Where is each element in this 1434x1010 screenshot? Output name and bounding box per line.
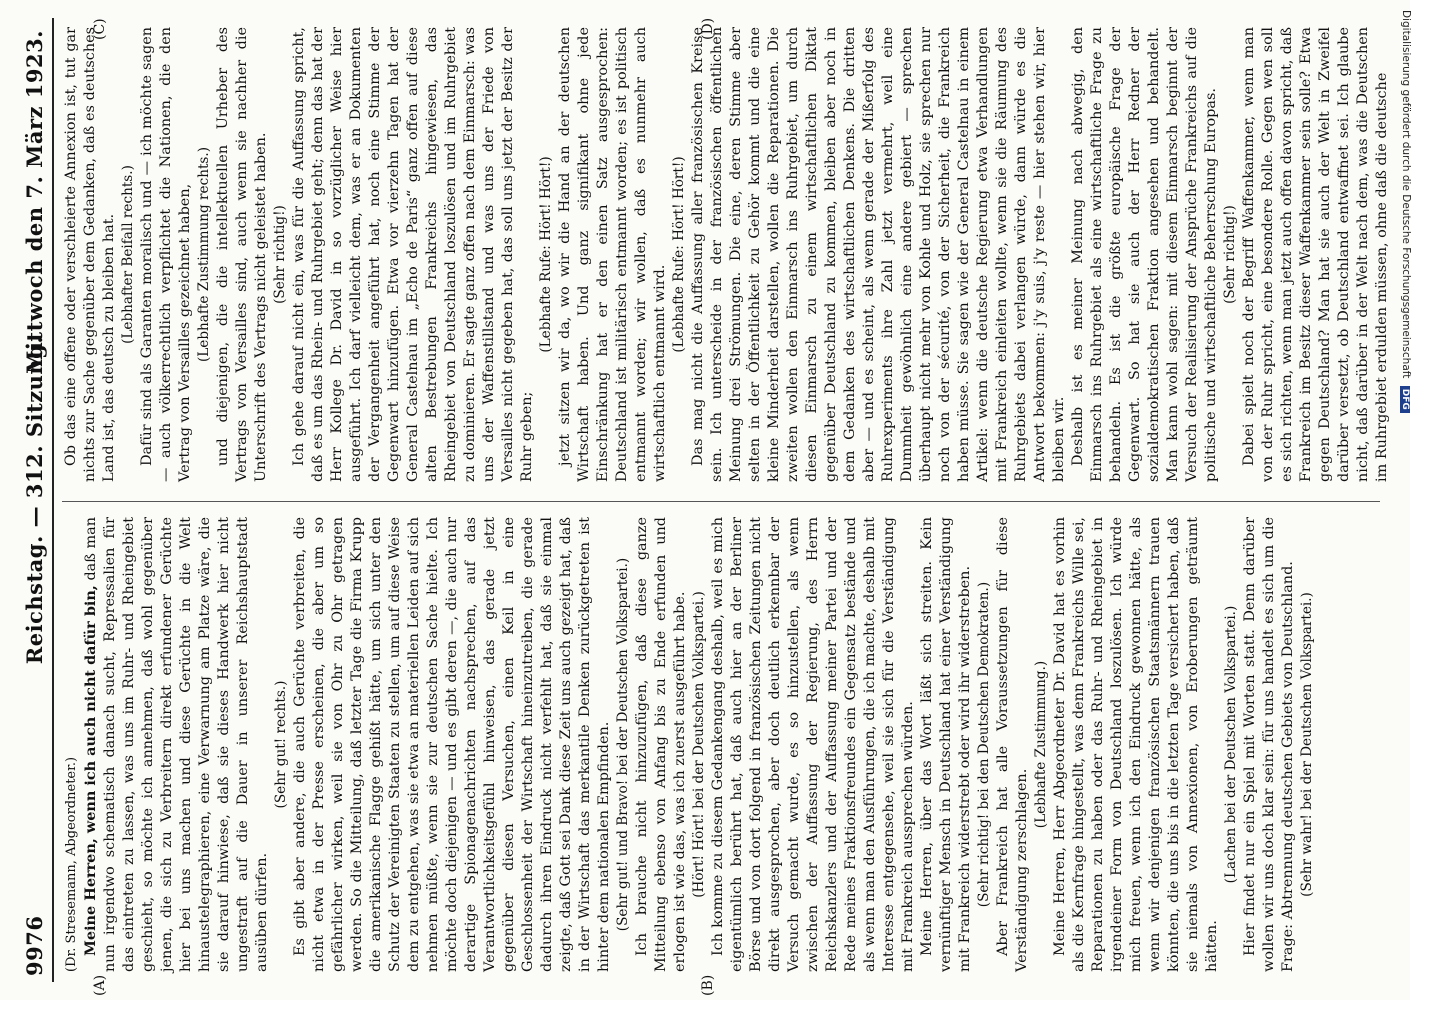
paragraph-text: (Sehr richtig! bei den Deutschen Demokraten.) <box>976 581 992 908</box>
paragraph-text: (Sehr richtig!) <box>1222 205 1238 304</box>
right-text-column <box>62 27 1390 482</box>
paragraph-text: jetzt sitzen wir da, wo wir die Hand an der deutschen Wirtschaft haben. Und ganz signifikant ohne jede Einschränkung hat er den einen Satz ausgesprochen: Deutschland ist militärisch entmannt worden; es ist politisch entmannt worden; wir wollen, daß es nunmehr auch wirtschaftlich entmannt wird. <box>557 27 668 482</box>
paragraph <box>291 517 614 972</box>
paragraph-text: Aber Frankreich hat alle Voraussetzungen für diese Verständigung zerschlagen. <box>995 517 1030 972</box>
interjection <box>1032 517 1051 972</box>
paragraph-text: daß man nun irgendwo schematisch danach sucht, Repressalien für das eintreten zu lassen, was uns im Ruhr- und Rheingebiet geschieht, so möchte ich annehmen, daß wohl gegenüber jenen, die sich zu Verbreitern direkt erfundener Gerüchte hier bei uns machen und diese Gerüchte in die Welt hinaustelegraphieren, eine Verwarnung am Platze wäre, die sie darauf hinwiese, daß sie dieses Handwerk hier nicht ungestraft auf die Dauer in unserer Reichshauptstadt ausüben dürfen. <box>83 517 270 972</box>
interjection <box>119 27 138 482</box>
paragraph <box>918 517 975 972</box>
interjection <box>1298 517 1317 972</box>
speaker-attribution <box>62 517 81 972</box>
dfg-logo: DFG <box>1400 386 1410 413</box>
bold-lead: Meine Herren, wenn ich auch nicht dafür bin, <box>82 585 99 956</box>
paragraph-text: Ich gehe darauf nicht ein, was für die Auffassung spricht, daß es um das Rhein- und Ruhrgebiet geht; denn das hat der Herr Kollege Dr. David in so vorzüglicher Weise hier ausgeführt. Ich darf vielleicht dem, was er an Dokumenten der Vergangenheit angeführt hat, noch eine Stimme der Gegenwart hinzufügen. Etwa vor vierzehn Tagen hat der General Castelnau im „Echo de Paris“ ganz offen auf diese alten Bestrebungen Frankreichs hingewiesen, das Rheingebiet von Deutschland loszulösen und im Ruhrgebiet zu dominieren. Er sagte ganz offen nach dem Einmarsch: was uns der Waffenstillstand und was uns der Friede von Versailles nicht gegeben hat, das soll uns jetzt der Besitz der Ruhr geben; <box>291 27 535 482</box>
interjection <box>271 27 290 482</box>
paragraph-text: Deshalb ist es meiner Meinung nach abwegig, den Einmarsch ins Ruhrgebiet als eine wirtschaftliche Frage zu behandeln. Es ist die größte europäische Frage der Gegenwart. So hat sie auch der Herr Redner der sozialdemokratischen Fraktion angesehen und behandelt. Man kann wohl sagen: mit diesem Einmarsch beginnt der Versuch der Realisierung der Ansprüche Frankreichs auf die politische und wirtschaftliche Beherrschung Europas. <box>1070 27 1219 482</box>
paragraph <box>1240 27 1392 482</box>
paragraph-text: Dabei spielt noch der Begriff Waffenkammer, wenn man von der Ruhr spricht, eine besondere Rolle. Gegen wen soll es sich richten, wenn man jetzt auch offen davon spricht, daß Frankreich im Besitz dieser Waffenkammer sein solle? Etwa gegen Deutschland? Man hat sie auch der Welt in Zweifel darüber versetzt, ob Deutschland entwaffnet sei. Ich glaube nicht, daß darüber in der Welt nach dem, was die Deutschen im Ruhrgebiet erdulden müssen, ohne daß die deutsche <box>1241 27 1390 482</box>
paragraph <box>633 517 690 972</box>
interjection <box>975 517 994 972</box>
paragraph-text: Das mag nicht die Auffassung aller französischen Kreise sein. Ich unterscheide in der französischen öffentlichen Meinung drei Strömungen. Die eine, deren Stimme aber selten in der Öffentlichkeit zu Gehör kommt und die eine kleine Minderheit darstellen, wollen die Reparationen. Die zweiten wollen den Einmarsch ins Ruhrgebiet, um durch diesen Einmarsch zu einem wirtschaftlichen Diktat gegenüber Deutschland zu kommen, bleiben aber noch in dem Gedanken des wirtschaftlichen Denkens. Die dritten aber — und es scheint, als wenn gerade der Mißerfolg des Ruhrexperiments ihre Zahl jetzt vermehrt, weil eine Dummheit gewöhnlich eine andere gebiert — sprechen überhaupt nicht mehr von Kohle und Holz, sie sprechen nur noch von der sécurité, von der Sicherheit, die Frankreich haben müsse. Sie sagen wie der General Castelnau in einem Artikel: wenn die deutsche Regierung etwa Verhandlungen mit Frankreich einleiten wollte, wenn sie die Räumung des Ruhrgebiets dabei verlangen würde, dann würde es die Antwort bekommen: j'y suis, j'y reste — hier stehen wir, hier bleiben wir. <box>690 27 1067 482</box>
paragraph <box>709 517 918 972</box>
paragraph-text: (Lachen bei der Deutschen Volkspartei.) <box>1223 605 1239 884</box>
paragraph-text: und diejenigen, die die intellektuellen Urheber des Vertrags von Versailles sind, auch wenn sie nachher die Unterschrift des Vertrags nicht geleistet haben. <box>215 27 269 482</box>
margin-letter-a: (A) <box>92 974 108 996</box>
digitization-credit <box>1394 10 1412 1010</box>
paragraph-text: Es gibt aber andere, die auch Gerüchte verbreiten, die nicht etwa in der Presse erscheinen, die aber um so gefährlicher wirken, weil sie von Ohr zu Ohr getragen werden. So die Mitteilung, daß letzter Tage die Firma Krupp die amerikanische Flagge gehißt hätte, um sich unter den Schutz der Vereinigten Staaten zu stellen, um auf diese Weise dem zu entgehen, was sie etwa an materiellen Leiden auf sich nehmen müßte, wenn sie zur deutschen Sache hielte. Ich möchte doch diejenigen — und es gibt deren —, die auch nur derartige Spionagenachrichten nachsprechen, auf das Verantwortlichkeitsgefühl hinweisen, das gerade jetzt gegenüber diesen Versuchen, einen Keil in eine Geschlossenheit der Wirtschaft hineinzutreiben, die gerade dadurch ihren Eindruck nicht verfehlt hat, daß sie einmal zeigte, daß Gott sei Dank diese Zeit uns auch gezeigt hat, daß in der Wirtschaft das merkantile Denken zurückgetreten ist hinter dem nationalen Empfinden. <box>292 517 612 972</box>
paragraph <box>290 27 537 482</box>
page-number: 9976 <box>22 915 47 976</box>
paragraph <box>1051 517 1222 972</box>
paragraph-text: (Lebhafte Rufe: Hört! Hört!) <box>671 156 687 353</box>
paragraph <box>81 517 272 972</box>
paragraph-text: Ich komme zu diesem Gedankengang deshalb, weil es mich eigentümlich berührt hat, daß auch hier an der Berliner Börse und von dort folgend in französischen Zeitungen nicht direkt ausgesprochen, aber doch deutlich erkennbar der Versuch gemacht wurde, es so hinzustellen, als wenn zwischen der Auffassung der Regierung, des Herrn Reichskanzlers und der Auffassung meiner Partei und der Rede meines Fraktionsfreundes ein Gegensatz bestände und als wenn man den Ausführungen, die ich machte, deshalb mit Interesse entgegensehe, weil sie sich für die Verständigung mit Frankreich aussprechen würden. <box>710 517 916 972</box>
header-rule <box>52 18 54 982</box>
interjection <box>195 27 214 482</box>
paragraph <box>1241 517 1298 972</box>
paragraph-text: Meine Herren, über das Wort läßt sich streiten. Kein vernünftiger Mensch in Deutschland hat einer Verständigung mit Frankreich widerstrebt oder wird ihr widerstreben. <box>919 517 973 972</box>
interjection <box>670 27 689 482</box>
paragraph-text: (Lebhafter Beifall rechts.) <box>120 165 136 344</box>
paragraph-text: Ob das eine offene oder verschleierte Annexion ist, tut gar nichts zur Sache gegenüber dem Gedanken, daß es deutsches Land ist, das deutsch zu bleiben hat. <box>63 27 117 482</box>
paragraph-text: (Sehr richtig!) <box>272 205 288 304</box>
left-text-column <box>62 517 1382 972</box>
paragraph <box>138 27 195 482</box>
paragraph-text: (Lebhafte Zustimmung rechts.) <box>196 146 212 363</box>
paragraph-text: Meine Herren, Herr Abgeordneter Dr. David hat es vorhin als die Kernfrage hingestellt, was denn Frankreichs Wille sei, Reparationen zu haben oder das Ruhr- und Rheingebiet in irgendeiner Form von Deutschland loszulösen. Ich würde mich freuen, wenn ich den Eindruck gewonnen hätte, als wenn wir denjenigen französischen Staatsmännern trauen könnten, die uns bis in die letzten Tage versichert haben, daß sie niemals von Annexionen, von Eroberungen geträumt hätten. <box>1052 517 1220 972</box>
interjection <box>1221 27 1240 482</box>
paragraph <box>689 27 1069 482</box>
paragraph-text: (Hört! Hört! bei der Deutschen Volkspartei.) <box>691 591 707 898</box>
column-divider <box>62 501 1380 502</box>
interjection <box>690 517 709 972</box>
paragraph <box>214 27 271 482</box>
paragraph-text: (Dr. Stresemann, Abgeordneter.) <box>64 756 79 972</box>
margin-letter-c: (C) <box>92 18 108 40</box>
paragraph-text: (Sehr gut! und Bravo! bei der Deutschen Volkspartei.) <box>615 557 631 932</box>
paragraph-text: Ich brauche nicht hinzuzufügen, daß diese ganze Mitteilung ebenso von Anfang bis zu Ende erfunden und erlogen ist wie das, was ich zuerst ausgeführt habe. <box>634 517 688 972</box>
paragraph <box>994 517 1032 972</box>
interjection <box>1222 517 1241 972</box>
paragraph-text: (Lebhafte Zustimmung.) <box>1033 660 1049 829</box>
page-header-date: Mittwoch den 7. März 1923. <box>22 30 47 374</box>
paragraph <box>1069 27 1221 482</box>
interjection <box>614 517 633 972</box>
credit-text: Digitalisierung gefördert durch die Deutsche Forschungsgemeinschaft <box>1400 10 1412 379</box>
interjection <box>537 27 556 482</box>
paragraph <box>62 27 119 482</box>
interjection <box>272 517 291 972</box>
paragraph-text: Dafür sind als Garanten moralisch und — ich möchte sagen — auch völkerrechtlich verpflichtet die Nationen, die den Vertrag von Versailles gezeichnet haben, <box>139 27 193 482</box>
margin-letter-d: (D) <box>700 17 716 40</box>
margin-letter-b: (B) <box>700 974 716 996</box>
paragraph-text: (Sehr gut! rechts.) <box>273 680 289 809</box>
paragraph-text: (Sehr wahr! bei der Deutschen Volkspartei.) <box>1299 592 1315 897</box>
paragraph-text: (Lebhafte Rufe: Hört! Hört!) <box>538 156 554 353</box>
paragraph-text: Hier findet nur ein Spiel mit Worten statt. Denn darüber wollen wir uns doch klar sein: für uns handelt es sich um die Frage: Abtrennung deutschen Gebiets von Deutschland. <box>1242 517 1296 972</box>
page-header-title: Reichstag. — 312. Sitzung. <box>22 335 47 665</box>
paragraph <box>556 27 670 482</box>
